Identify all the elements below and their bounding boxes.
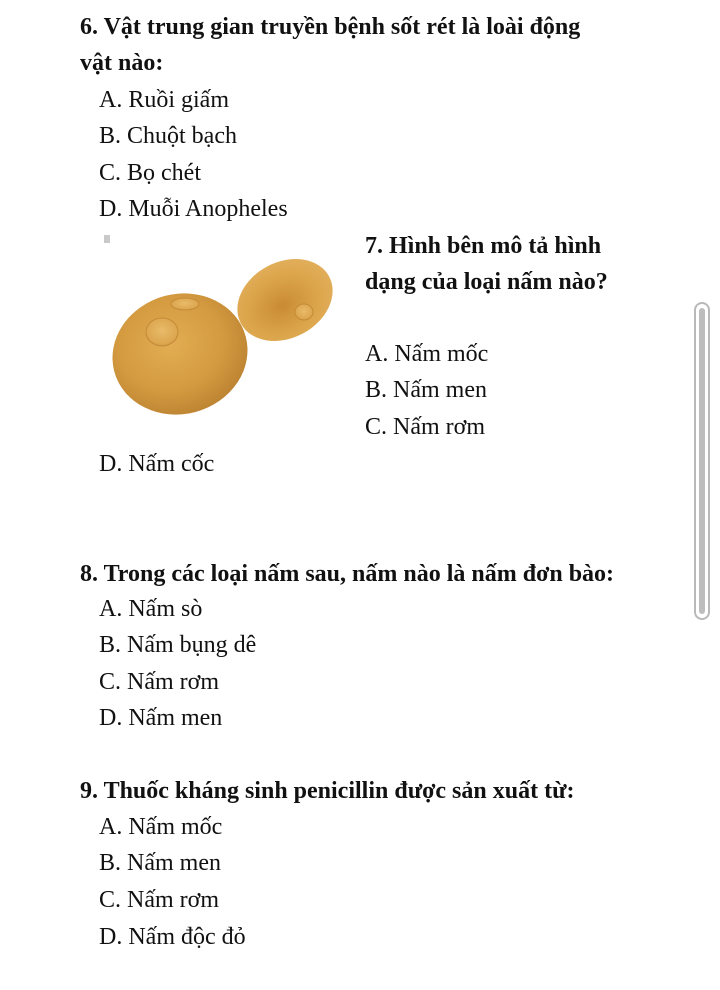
bud-scar-small <box>295 304 313 320</box>
vertical-scrollbar[interactable] <box>694 302 710 620</box>
question-8-option-c[interactable]: C. Nấm rơm <box>99 669 220 695</box>
question-9-option-c[interactable]: C. Nấm rơm <box>99 887 220 913</box>
question-6-option-c[interactable]: C. Bọ chét <box>99 160 201 186</box>
question-7-option-c[interactable]: C. Nấm rơm <box>365 414 486 440</box>
question-9-title: 9. Thuốc kháng sinh penicillin được sản xuất từ: <box>80 778 575 804</box>
question-7-title-line1: 7. Hình bên mô tả hình <box>365 233 602 259</box>
question-9-option-d[interactable]: D. Nấm độc đỏ <box>99 924 246 950</box>
question-6-title-line2: vật nào: <box>80 50 164 76</box>
question-8-option-d[interactable]: D. Nấm men <box>99 705 223 731</box>
question-6-option-b[interactable]: B. Chuột bạch <box>99 123 237 149</box>
question-6-option-d[interactable]: D. Muỗi Anopheles <box>99 196 288 222</box>
question-6-title-line1: 6. Vật trung gian truyền bệnh sốt rét là loài động <box>80 14 581 40</box>
question-9-option-a[interactable]: A. Nấm mốc <box>99 814 223 840</box>
question-8-title: 8. Trong các loại nấm sau, nấm nào là nấm đơn bào: <box>80 561 615 587</box>
question-8-option-a[interactable]: A. Nấm sò <box>99 596 203 622</box>
question-6-option-a[interactable]: A. Ruồi giấm <box>99 87 229 113</box>
question-7-option-b[interactable]: B. Nấm men <box>365 377 487 403</box>
bud-scar-top <box>171 298 199 310</box>
yeast-cell-figure <box>95 228 350 438</box>
question-7-option-a[interactable]: A. Nấm mốc <box>365 341 489 367</box>
question-8-option-b[interactable]: B. Nấm bụng dê <box>99 632 257 658</box>
bud-scar-large <box>146 318 178 346</box>
question-9-option-b[interactable]: B. Nấm men <box>99 850 221 876</box>
scrollbar-thumb[interactable] <box>699 308 705 614</box>
question-7-option-d[interactable]: D. Nấm cốc <box>99 451 215 477</box>
question-7-title-line2: dạng của loại nấm nào? <box>365 269 608 295</box>
